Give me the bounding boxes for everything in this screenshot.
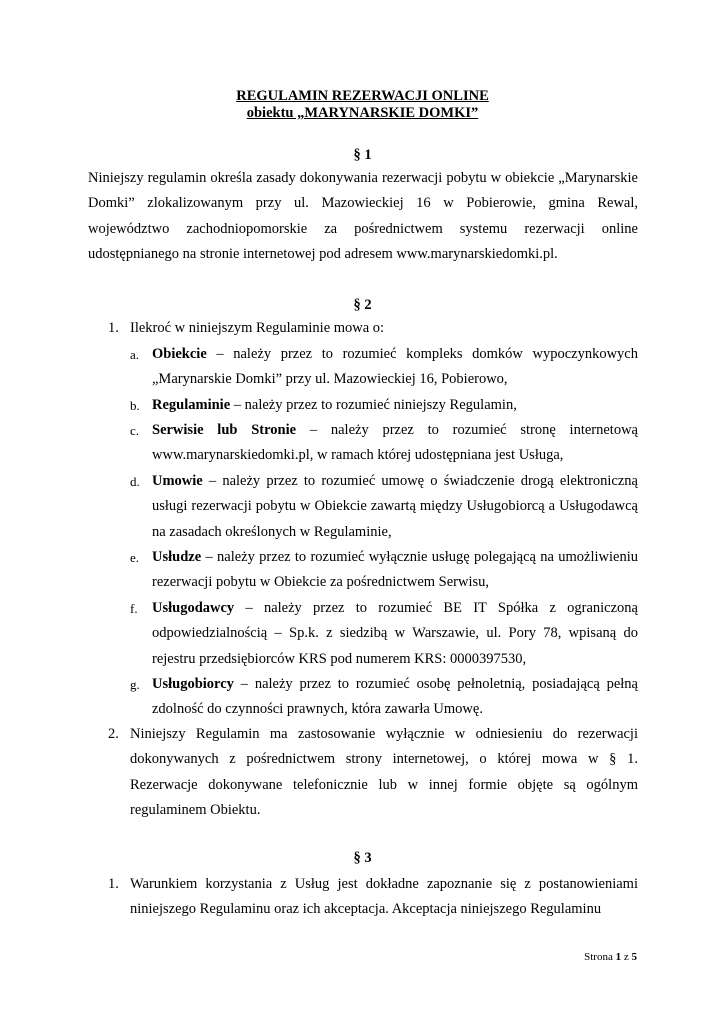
section-1-paragraph: Niniejszy regulamin określa zasady dokonywania rezerwacji pobytu w obiekcie „Marynarskie Domki” zlokalizowanym przy ul. Mazowieckiej 16 w Pobierowie, gmina Rewal, województwo zachodniopomorskie za pośrednictwem systemu rezerwacji online udostępnianego na stronie internetowej pod adresem www.marynarskiedomki.pl.: [88, 170, 638, 262]
section-3-item-1-number: 1.: [108, 876, 119, 892]
definition-f: [152, 596, 638, 672]
document-title-line1: REGULAMIN REZERWACJI ONLINE: [236, 88, 489, 104]
definition-g: [152, 672, 638, 723]
document-title-line2: obiektu „MARYNARSKIE DOMKI”: [246, 105, 479, 121]
section-2-item-2-text: Niniejszy Regulamin ma zastosowanie wyłącznie w odniesieniu do rezerwacji dokonywanych z pośrednictwem strony internetowej, o której mowa w § 1. Rezerwacje dokonywane telefonicznie lub w innej formie objęte są ogólnym regulaminem Obiektu.: [130, 726, 638, 818]
footer-page-number: 1: [615, 951, 622, 963]
definition-g-letter: g.: [130, 677, 140, 692]
definition-e: [152, 545, 638, 596]
definition-c-letter: c.: [130, 423, 140, 438]
section-3-heading: § 3: [353, 850, 372, 866]
section-2-heading: § 2: [353, 297, 372, 313]
definition-a-letter: a.: [130, 347, 140, 362]
footer-page-total: 5: [631, 951, 637, 963]
definition-f-term: Usługodawcy: [152, 600, 235, 616]
definition-d: [152, 469, 638, 545]
definition-g-text: – należy przez to rozumieć osobę pełnoletnią, posiadającą pełną zdolność do czynności prawnych, która zawarła Umowę.: [152, 676, 638, 718]
definition-d-letter: d.: [130, 474, 140, 489]
definition-c-term: Serwisie lub Stronie: [152, 422, 297, 438]
definition-g-term: Usługobiorcy: [152, 676, 234, 692]
definition-a-text: – należy przez to rozumieć kompleks domków wypoczynkowych „Marynarskie Domki” przy ul. Mazowieckiej 16, Pobierowo,: [152, 346, 638, 388]
definition-c: [152, 418, 638, 469]
section-2-item-1-number: 1.: [108, 320, 119, 336]
page-footer: [584, 951, 637, 963]
section-3-item-1-text: Warunkiem korzystania z Usług jest dokładne zapoznanie się z postanowieniami niniejszego Regulaminu oraz ich akceptacja. Akceptacja niniejszego Regulaminu: [130, 876, 638, 918]
definition-d-text: – należy przez to rozumieć umowę o świadczenie drogą elektroniczną usługi rezerwacji pobytu w Obiekcie zawartą między Usługobiorcą a Usługodawcą na zasadach określonych w Regulaminie,: [152, 473, 638, 540]
definition-d-term: Umowie: [152, 473, 203, 489]
definition-e-term: Usłudze: [152, 549, 202, 565]
definition-b-term: Regulaminie: [152, 397, 231, 413]
section-1-heading: § 1: [353, 147, 372, 163]
definition-b-letter: b.: [130, 398, 140, 413]
definition-e-text: – należy przez to rozumieć wyłącznie usługę polegającą na umożliwieniu rezerwacji pobytu w Obiekcie za pośrednictwem Serwisu,: [152, 549, 638, 591]
definition-f-letter: f.: [130, 601, 138, 616]
definition-a-term: Obiekcie: [152, 346, 207, 362]
section-2-item-2-number: 2.: [108, 726, 119, 742]
footer-label: Strona: [584, 951, 613, 963]
section-2-item-1-text: Ilekroć w niniejszym Regulaminie mowa o:: [130, 320, 385, 336]
definition-b-text: – należy przez to rozumieć niniejszy Regulamin,: [230, 397, 517, 413]
definition-e-letter: e.: [130, 550, 140, 565]
footer-of: z: [623, 951, 629, 963]
definition-b: [152, 393, 638, 418]
definition-a: [152, 342, 638, 393]
definition-c-text: – należy przez to rozumieć stronę internetową www.marynarskiedomki.pl, w ramach której udostępniana jest Usługa,: [152, 422, 638, 464]
definition-f-text: – należy przez to rozumieć BE IT Spółka z ograniczoną odpowiedzialnością – Sp.k. z siedzibą w Warszawie, ul. Pory 78, wpisaną do rejestru przedsiębiorców KRS pod numerem KRS: 0000397530,: [152, 600, 638, 667]
